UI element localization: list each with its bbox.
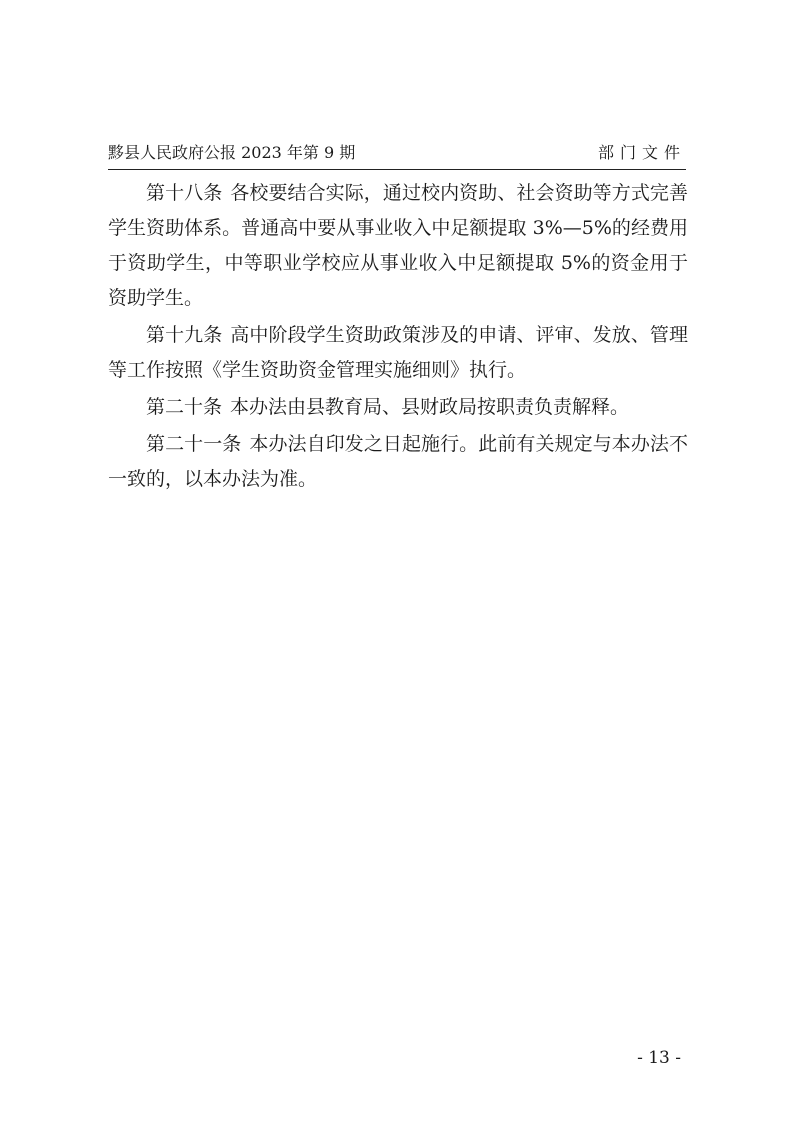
- publication-title: 黟县人民政府公报 2023 年第 9 期: [108, 143, 356, 162]
- article-number: 第十八条: [146, 182, 223, 204]
- article-number: 第二十条: [146, 396, 223, 418]
- article-number: 第二十一条: [146, 433, 242, 455]
- article-text: 本办法自印发之日起施行。此前有关规定与本办法不一致的，以本办法为准。: [108, 433, 688, 490]
- document-body: [108, 176, 688, 499]
- article-number: 第十九条: [146, 324, 223, 346]
- header-divider: [108, 169, 686, 170]
- article-21: [108, 427, 688, 497]
- section-title: 部门文件: [597, 143, 686, 162]
- article-text: 高中阶段学生资助政策涉及的申请、评审、发放、管理等工作按照《学生资助资金管理实施细则》执行。: [108, 324, 688, 381]
- page-number: - 13 -: [637, 1048, 681, 1068]
- article-text: 本办法由县教育局、县财政局按职责负责解释。: [230, 396, 630, 418]
- article-20: [108, 390, 688, 425]
- article-18: [108, 176, 688, 316]
- page-header: [108, 140, 686, 166]
- article-text: 各校要结合实际，通过校内资助、社会资助等方式完善学生资助体系。普通高中要从事业收入中足额提取 3%—5%的经费用于资助学生，中等职业学校应从事业收入中足额提取 5%的资金用于资助学生。: [108, 182, 688, 309]
- article-19: [108, 318, 688, 388]
